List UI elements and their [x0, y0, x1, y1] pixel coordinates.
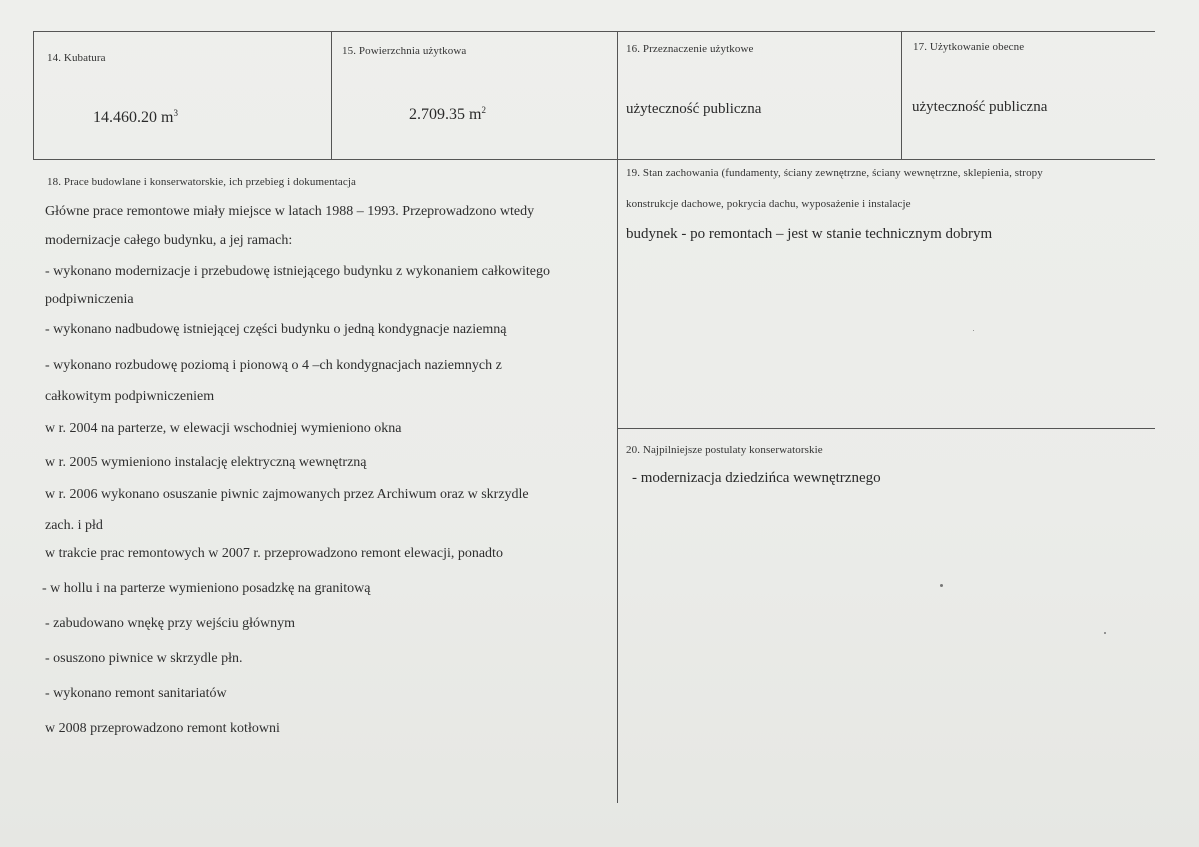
cell18-label: 18. Prace budowlane i konserwatorskie, ich przebieg i dokumentacja — [47, 176, 356, 188]
cell17-value: użyteczność publiczna — [912, 99, 1048, 115]
cell18-line-17: w 2008 przeprowadzono remont kotłowni — [45, 721, 280, 736]
cell16-label: 16. Przeznaczenie użytkowe — [626, 43, 754, 55]
col1-divider — [331, 31, 332, 160]
scan-speck — [973, 330, 974, 331]
cell20-value: - modernizacja dziedzińca wewnętrznego — [632, 470, 881, 486]
cell19-20-divider — [617, 428, 1155, 429]
cell15-value — [409, 106, 486, 124]
cell14-value — [93, 109, 178, 127]
row1-bottom-border — [33, 159, 1155, 160]
cell19-value: budynek - po remontach – jest w stanie technicznym dobrym — [626, 226, 993, 242]
cell18-line-5: - wykonano nadbudowę istniejącej części budynku o jedną kondygnacje naziemną — [45, 322, 507, 337]
table-top-border — [33, 31, 1155, 32]
col3-divider — [901, 31, 902, 160]
cell18-line-6: - wykonano rozbudowę poziomą i pionową o 4 –ch kondygnacjach naziemnych z — [45, 358, 502, 373]
cell18-line-4: podpiwniczenia — [45, 292, 134, 307]
cell18-line-2: modernizacje całego budynku, a jej ramach: — [45, 233, 293, 248]
cell18-line-10: w r. 2006 wykonano osuszanie piwnic zajmowanych przez Archiwum oraz w skrzydle — [45, 487, 529, 502]
cell14-unit-sup: 3 — [173, 108, 178, 118]
cell18-line-16: - wykonano remont sanitariatów — [45, 686, 227, 701]
cell16-value: użyteczność publiczna — [626, 101, 762, 117]
cell18-line-11: zach. i płd — [45, 518, 103, 533]
cell14-value-text: 14.460.20 m — [93, 109, 174, 126]
cell18-line-13: - w hollu i na parterze wymieniono posadzkę na granitową — [42, 581, 371, 596]
cell18-line-14: - zabudowano wnękę przy wejściu głównym — [45, 616, 295, 631]
scan-speck — [1104, 632, 1106, 634]
table-left-border — [33, 31, 34, 160]
cell19-label-line-2: konstrukcje dachowe, pokrycia dachu, wyposażenie i instalacje — [626, 198, 911, 210]
cell15-unit-sup: 2 — [481, 105, 486, 115]
cell20-label: 20. Najpilniejsze postulaty konserwatorskie — [626, 444, 823, 456]
cell18-line-8: w r. 2004 na parterze, w elewacji wschodniej wymieniono okna — [45, 421, 402, 436]
cell14-label: 14. Kubatura — [47, 52, 106, 64]
cell17-label: 17. Użytkowanie obecne — [913, 41, 1025, 53]
cell18-line-9: w r. 2005 wymieniono instalację elektryczną wewnętrzną — [45, 455, 367, 470]
cell18-line-15: - osuszono piwnice w skrzydle płn. — [45, 651, 243, 666]
cell18-line-7: całkowitym podpiwniczeniem — [45, 389, 215, 404]
cell18-line-3: - wykonano modernizacje i przebudowę istniejącego budynku z wykonaniem całkowitego — [45, 264, 551, 279]
cell18-line-12: w trakcie prac remontowych w 2007 r. przeprowadzono remont elewacji, ponadto — [45, 546, 503, 561]
cell19-label-line-1: 19. Stan zachowania (fundamenty, ściany zewnętrzne, ściany wewnętrzne, sklepienia, stropy — [626, 167, 1043, 179]
scan-speck — [940, 584, 943, 587]
cell15-value-text: 2.709.35 m — [409, 106, 482, 123]
col2-divider — [617, 31, 618, 803]
cell15-label: 15. Powierzchnia użytkowa — [342, 45, 467, 57]
cell18-line-1: Główne prace remontowe miały miejsce w latach 1988 – 1993. Przeprowadzono wtedy — [45, 204, 535, 219]
